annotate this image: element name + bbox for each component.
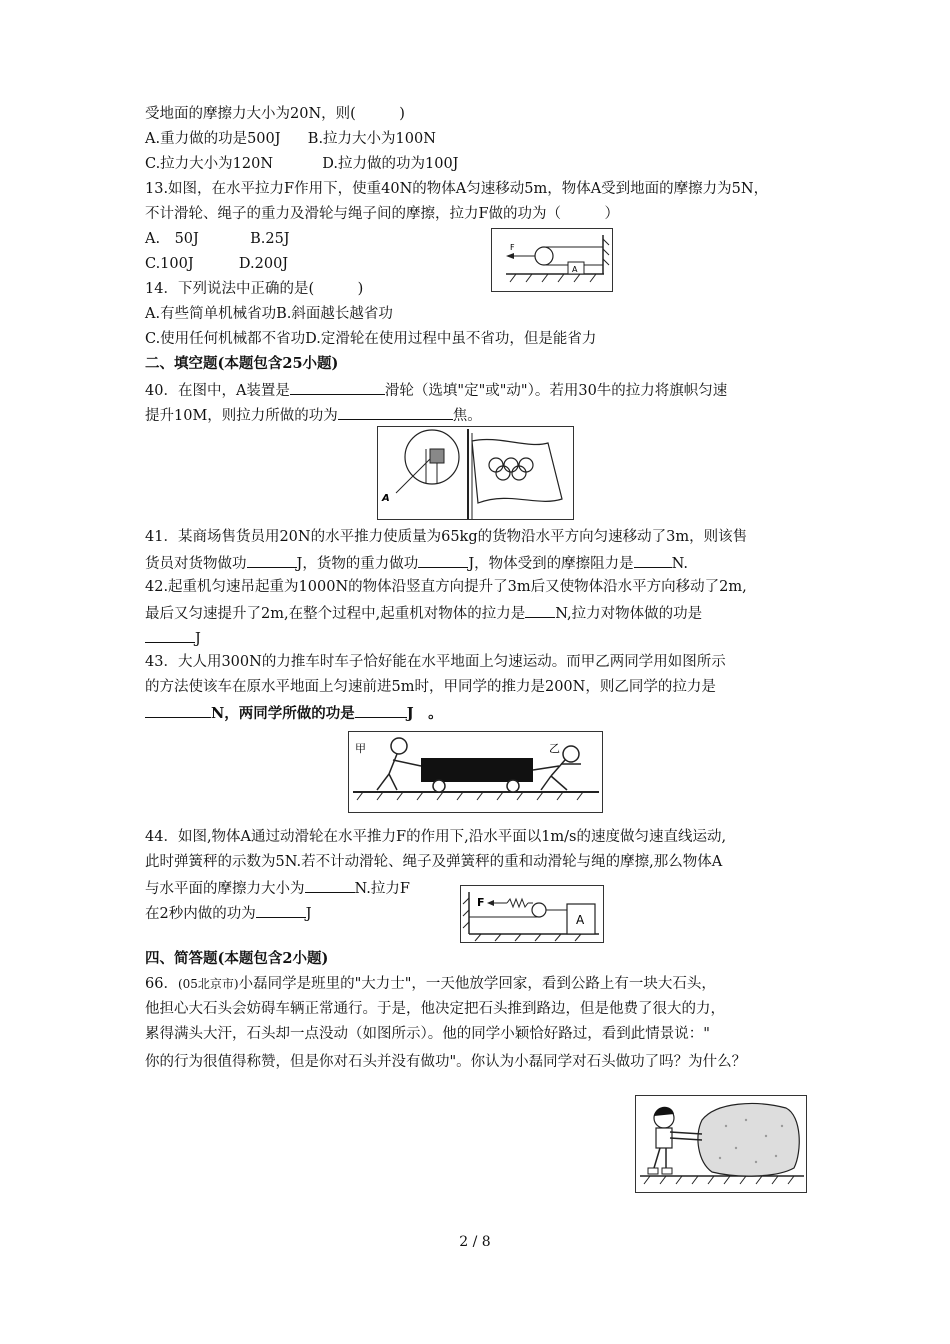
q43-fig-jia-label: 甲 <box>355 742 366 755</box>
q44-blank-1[interactable] <box>305 878 355 893</box>
q41-text-a: 货员对货物做功 <box>145 556 247 572</box>
q44-line2: 此时弹簧秤的示数为5N.若不计动滑轮、绳子及弹簧秤的重和动滑轮与绳的摩擦,那么物体A <box>145 854 723 870</box>
q41-text-d: N. <box>671 556 688 572</box>
q12-option-d: D.拉力做的功为100J <box>322 156 459 172</box>
q44-fig-f-label: F <box>477 896 485 909</box>
q41-blank-1[interactable] <box>247 553 297 568</box>
q43-line2: 的方法使该车在原水平地面上匀速前进5m时，甲同学的推力是200N，则乙同学的拉力是 <box>145 679 716 695</box>
q66-boy-pushing-rock-figure <box>635 1095 807 1193</box>
q66-source: (05北京市) <box>177 977 239 991</box>
q12-stem: 受地面的摩擦力大小为20N，则( ) <box>145 106 405 122</box>
q13-line2: 不计滑轮、绳子的重力及滑轮与绳子间的摩擦，拉力F做的功为（ ） <box>145 206 620 222</box>
q44-line3 <box>145 878 410 898</box>
q13-option-c: C.100J <box>145 256 194 272</box>
q13-options-ab <box>145 230 290 248</box>
q14-options-line2: C.使用任何机械都不省功D.定滑轮在使用过程中虽不省功，但是能省力 <box>145 331 597 347</box>
q12-option-b: B.拉力大小为100N <box>307 131 436 147</box>
q44-fig-a-label: A <box>576 913 585 927</box>
q43-blank-1[interactable] <box>145 703 211 718</box>
q44-text-a: 与水平面的摩擦力大小为 <box>145 881 305 897</box>
q42-text-c: J <box>195 631 201 647</box>
q44-line4 <box>145 903 312 923</box>
q13-line1: 13.如图，在水平拉力F作用下，使重40N的物体A匀速移动5m，物体A受到地面的摩擦力为5N， <box>145 181 769 197</box>
q13-fig-a-label: A <box>572 265 578 274</box>
q66-line2: 他担心大石头会妨碍车辆正常通行。于是，他决定把石头推到路边，但是他费了很大的力， <box>145 1001 725 1017</box>
q13-fig-f-label: F <box>510 243 515 252</box>
q66-line3: 累得满头大汗，石头却一点没动（如图所示）。他的同学小颖恰好路过，看到此情景说：" <box>145 1026 710 1042</box>
q66-text-a: 小磊同学是班里的"大力士"，一天他放学回家，看到公路上有一块大石头， <box>238 976 716 992</box>
q40-text-a: 40．在图中，A装置是 <box>145 383 290 399</box>
q40-fig-a-label: A <box>382 493 390 504</box>
q41-line1: 41．某商场售货员用20N的水平推力使质量为65kg的货物沿水平方向匀速移动了3m，则该售 <box>145 529 748 545</box>
page-number: 2 / 8 <box>459 1234 491 1250</box>
q12-option-a: A.重力做的功是500J <box>145 131 281 147</box>
q41-text-c: J，物体受到的摩擦阻力是 <box>468 556 634 572</box>
q42-text-b: N,拉力对物体做的功是 <box>555 606 703 622</box>
q44-line1: 44．如图,物体A通过动滑轮在水平推力F的作用下,沿水平面以1m/s的速度做匀速直线运动, <box>145 829 727 845</box>
q12-options-cd <box>145 155 459 173</box>
q13-options-cd <box>145 255 288 273</box>
q13-option-b: B.25J <box>250 231 290 247</box>
q41-text-b: J，货物的重力做功 <box>296 556 419 572</box>
q44-text-c: 在2秒内做的功为 <box>145 906 256 922</box>
q66-number: 66． <box>145 976 178 992</box>
q13-option-a: A. 50J <box>145 231 199 247</box>
section-short-answer-heading: 四、简答题(本题包含2小题) <box>145 950 329 967</box>
q42-line2 <box>145 603 702 623</box>
q43-blank-2[interactable] <box>355 703 407 718</box>
q41-blank-3[interactable] <box>634 553 672 568</box>
q12-option-c: C.拉力大小为120N <box>145 156 274 172</box>
q12-options-ab <box>145 130 436 148</box>
q66-line4: 你的行为很值得称赞，但是你对石头并没有做功"。你认为小磊同学对石头做功了吗？为什么？ <box>145 1054 747 1070</box>
q66-line1 <box>145 975 716 993</box>
q42-blank-1[interactable] <box>525 603 555 618</box>
q42-line1: 42.起重机匀速吊起重为1000N的物体沿竖直方向提升了3m后又使物体沿水平方向移动了2m, <box>145 579 747 595</box>
q43-text-b: J 。 <box>406 705 443 722</box>
q40-blank-2[interactable] <box>338 405 453 420</box>
q40-line2 <box>145 405 482 425</box>
q43-cart-figure <box>348 731 603 813</box>
q40-text-b: 滑轮（选填"定"或"动"）。若用30牛的拉力将旗帜匀速 <box>384 383 728 399</box>
q42-text-a: 最后又匀速提升了2m,在整个过程中,起重机对物体的拉力是 <box>145 606 526 622</box>
q13-option-d: D.200J <box>238 256 289 272</box>
q14-options-line1: A.有些简单机械省功B.斜面越长越省功 <box>145 306 393 322</box>
section-fill-in-heading: 二、填空题(本题包含25小题) <box>145 355 339 372</box>
q13-pulley-figure <box>491 228 613 292</box>
q44-text-d: J <box>305 906 312 922</box>
q40-blank-1[interactable] <box>290 380 385 395</box>
q42-blank-2[interactable] <box>145 628 195 643</box>
q44-blank-2[interactable] <box>256 903 306 918</box>
q41-line2 <box>145 553 688 573</box>
q40-flag-figure <box>377 426 574 520</box>
q43-line3 <box>145 703 443 723</box>
q44-spring-pulley-figure <box>460 885 604 943</box>
q40-text-c: 提升10M，则拉力所做的功为 <box>145 408 338 424</box>
q42-line3 <box>145 628 201 648</box>
q14-stem: 14．下列说法中正确的是( ) <box>145 281 364 297</box>
q44-text-b: N.拉力F <box>354 881 410 897</box>
q40-line1 <box>145 380 727 400</box>
q43-line1: 43．大人用300N的力推车时车子恰好能在水平地面上匀速运动。而甲乙两同学用如图所示 <box>145 654 726 670</box>
q41-blank-2[interactable] <box>418 553 468 568</box>
q40-text-d: 焦。 <box>452 408 482 424</box>
q43-text-a: N，两同学所做的功是 <box>211 705 355 722</box>
q43-fig-yi-label: 乙 <box>549 742 560 755</box>
